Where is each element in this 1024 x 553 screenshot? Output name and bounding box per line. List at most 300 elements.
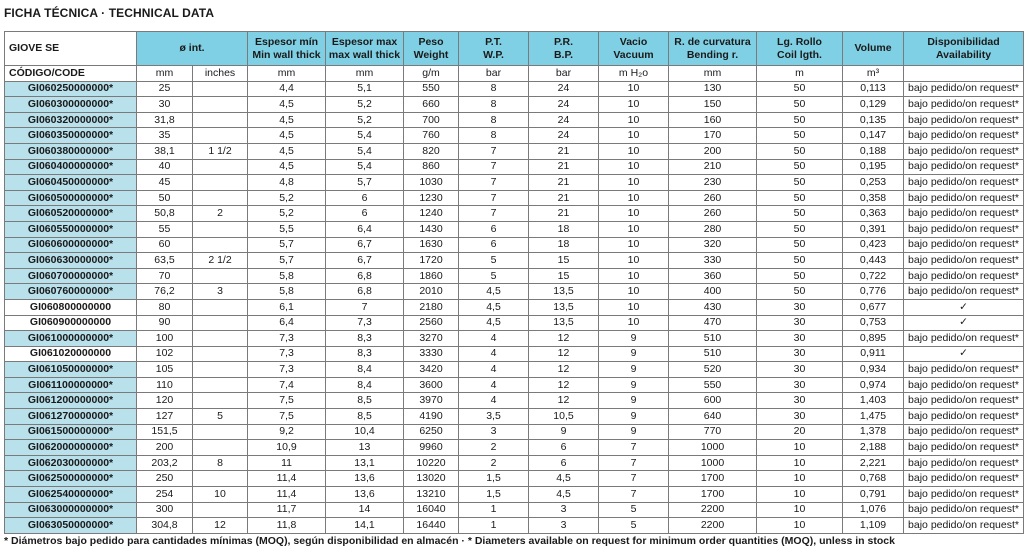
cell-wall-max: 6 [326, 206, 404, 222]
header-product: GIOVE SE [5, 32, 137, 66]
cell-wall-min: 4,5 [248, 143, 326, 159]
cell-vacuum: 9 [599, 409, 669, 425]
cell-burst-pressure: 15 [529, 253, 599, 269]
cell-wall-max: 8,5 [326, 393, 404, 409]
cell-working-pressure: 3,5 [459, 409, 529, 425]
cell-burst-pressure: 24 [529, 112, 599, 128]
cell-vacuum: 5 [599, 518, 669, 534]
cell-inner-diameter-mm: 100 [137, 331, 193, 347]
cell-wall-max: 6 [326, 190, 404, 206]
cell-coil-length: 50 [757, 128, 843, 144]
cell-working-pressure: 4 [459, 331, 529, 347]
cell-inner-diameter-inches [193, 440, 248, 456]
cell-working-pressure: 2 [459, 455, 529, 471]
cell-bending-radius: 2200 [669, 518, 757, 534]
cell-wall-min: 4,5 [248, 159, 326, 175]
cell-inner-diameter-inches [193, 237, 248, 253]
cell-wall-max: 8,4 [326, 377, 404, 393]
cell-availability: bajo pedido/on request* [904, 487, 1024, 503]
cell-vacuum: 9 [599, 393, 669, 409]
cell-wall-max: 7 [326, 299, 404, 315]
cell-working-pressure: 1,5 [459, 487, 529, 503]
cell-availability: bajo pedido/on request* [904, 159, 1024, 175]
table-row [5, 112, 1024, 128]
cell-wall-min: 5,5 [248, 221, 326, 237]
cell-code: GI061000000000* [5, 331, 137, 347]
unit-volume: m³ [843, 66, 904, 82]
cell-code: GI062030000000* [5, 455, 137, 471]
cell-code: GI060550000000* [5, 221, 137, 237]
cell-bending-radius: 1000 [669, 455, 757, 471]
cell-wall-min: 9,2 [248, 424, 326, 440]
cell-volume: 0,129 [843, 97, 904, 113]
header-bending-radius: R. de curvatura Bending r. [669, 32, 757, 66]
cell-inner-diameter-mm: 200 [137, 440, 193, 456]
cell-weight: 1030 [404, 175, 459, 191]
cell-availability: bajo pedido/on request* [904, 518, 1024, 534]
cell-weight: 6250 [404, 424, 459, 440]
cell-inner-diameter-inches [193, 346, 248, 362]
cell-inner-diameter-mm: 254 [137, 487, 193, 503]
cell-bending-radius: 510 [669, 346, 757, 362]
cell-burst-pressure: 13,5 [529, 299, 599, 315]
cell-inner-diameter-inches [193, 393, 248, 409]
cell-inner-diameter-mm: 35 [137, 128, 193, 144]
cell-coil-length: 50 [757, 221, 843, 237]
cell-inner-diameter-mm: 105 [137, 362, 193, 378]
cell-inner-diameter-mm: 55 [137, 221, 193, 237]
cell-burst-pressure: 4,5 [529, 487, 599, 503]
cell-bending-radius: 200 [669, 143, 757, 159]
cell-inner-diameter-inches: 10 [193, 487, 248, 503]
cell-wall-max: 13,1 [326, 455, 404, 471]
cell-working-pressure: 3 [459, 424, 529, 440]
cell-inner-diameter-mm: 151,5 [137, 424, 193, 440]
table-row [5, 253, 1024, 269]
cell-availability: bajo pedido/on request* [904, 440, 1024, 456]
cell-inner-diameter-inches [193, 502, 248, 518]
cell-availability: bajo pedido/on request* [904, 143, 1024, 159]
cell-availability: bajo pedido/on request* [904, 331, 1024, 347]
cell-bending-radius: 170 [669, 128, 757, 144]
cell-bending-radius: 600 [669, 393, 757, 409]
cell-weight: 820 [404, 143, 459, 159]
cell-code: GI061200000000* [5, 393, 137, 409]
cell-burst-pressure: 3 [529, 502, 599, 518]
cell-wall-min: 7,5 [248, 393, 326, 409]
cell-inner-diameter-inches [193, 424, 248, 440]
cell-availability: bajo pedido/on request* [904, 190, 1024, 206]
cell-working-pressure: 7 [459, 206, 529, 222]
table-row [5, 81, 1024, 97]
cell-bending-radius: 640 [669, 409, 757, 425]
cell-vacuum: 7 [599, 455, 669, 471]
cell-code: GI060600000000* [5, 237, 137, 253]
cell-wall-min: 5,8 [248, 284, 326, 300]
cell-vacuum: 10 [599, 175, 669, 191]
cell-wall-max: 10,4 [326, 424, 404, 440]
cell-availability: bajo pedido/on request* [904, 362, 1024, 378]
cell-working-pressure: 4 [459, 362, 529, 378]
cell-wall-max: 14 [326, 502, 404, 518]
cell-vacuum: 10 [599, 81, 669, 97]
cell-wall-min: 4,5 [248, 112, 326, 128]
cell-bending-radius: 770 [669, 424, 757, 440]
cell-weight: 10220 [404, 455, 459, 471]
cell-weight: 4190 [404, 409, 459, 425]
cell-working-pressure: 4 [459, 346, 529, 362]
cell-inner-diameter-inches [193, 471, 248, 487]
cell-vacuum: 9 [599, 377, 669, 393]
cell-working-pressure: 4 [459, 393, 529, 409]
cell-burst-pressure: 3 [529, 518, 599, 534]
cell-vacuum: 9 [599, 346, 669, 362]
cell-weight: 3420 [404, 362, 459, 378]
cell-volume: 0,423 [843, 237, 904, 253]
cell-burst-pressure: 4,5 [529, 471, 599, 487]
cell-vacuum: 10 [599, 112, 669, 128]
cell-coil-length: 30 [757, 393, 843, 409]
cell-coil-length: 30 [757, 299, 843, 315]
cell-working-pressure: 7 [459, 159, 529, 175]
cell-bending-radius: 150 [669, 97, 757, 113]
cell-availability: bajo pedido/on request* [904, 237, 1024, 253]
cell-wall-max: 13,6 [326, 487, 404, 503]
cell-availability: ✓ [904, 346, 1024, 362]
cell-working-pressure: 6 [459, 237, 529, 253]
cell-burst-pressure: 12 [529, 346, 599, 362]
cell-code: GI060800000000 [5, 299, 137, 315]
cell-volume: 1,475 [843, 409, 904, 425]
cell-burst-pressure: 12 [529, 393, 599, 409]
unit-coil: m [757, 66, 843, 82]
cell-availability: bajo pedido/on request* [904, 128, 1024, 144]
cell-bending-radius: 330 [669, 253, 757, 269]
cell-volume: 0,791 [843, 487, 904, 503]
cell-code: GI060380000000* [5, 143, 137, 159]
table-row [5, 237, 1024, 253]
cell-availability: bajo pedido/on request* [904, 253, 1024, 269]
cell-working-pressure: 4 [459, 377, 529, 393]
cell-vacuum: 9 [599, 331, 669, 347]
cell-burst-pressure: 12 [529, 362, 599, 378]
cell-wall-min: 11,4 [248, 471, 326, 487]
cell-bending-radius: 2200 [669, 502, 757, 518]
table-row [5, 268, 1024, 284]
cell-wall-min: 4,5 [248, 97, 326, 113]
cell-wall-min: 11,8 [248, 518, 326, 534]
cell-bending-radius: 1700 [669, 471, 757, 487]
cell-availability: ✓ [904, 299, 1024, 315]
cell-burst-pressure: 24 [529, 81, 599, 97]
cell-working-pressure: 2 [459, 440, 529, 456]
cell-vacuum: 10 [599, 128, 669, 144]
cell-inner-diameter-inches [193, 97, 248, 113]
cell-code: GI060700000000* [5, 268, 137, 284]
cell-working-pressure: 6 [459, 221, 529, 237]
cell-coil-length: 50 [757, 81, 843, 97]
cell-coil-length: 10 [757, 471, 843, 487]
table-row [5, 159, 1024, 175]
cell-wall-max: 7,3 [326, 315, 404, 331]
table-row [5, 221, 1024, 237]
cell-burst-pressure: 15 [529, 268, 599, 284]
cell-wall-min: 4,5 [248, 128, 326, 144]
cell-inner-diameter-inches [193, 159, 248, 175]
cell-volume: 0,113 [843, 81, 904, 97]
cell-inner-diameter-inches: 2 1/2 [193, 253, 248, 269]
cell-wall-min: 10,9 [248, 440, 326, 456]
cell-inner-diameter-inches [193, 221, 248, 237]
cell-availability: bajo pedido/on request* [904, 81, 1024, 97]
cell-availability: bajo pedido/on request* [904, 502, 1024, 518]
cell-weight: 860 [404, 159, 459, 175]
cell-volume: 0,363 [843, 206, 904, 222]
header-row [5, 32, 1024, 66]
units-row [5, 66, 1024, 82]
unit-code: CÓDIGO/CODE [5, 66, 137, 82]
cell-weight: 16040 [404, 502, 459, 518]
cell-coil-length: 20 [757, 424, 843, 440]
cell-coil-length: 50 [757, 237, 843, 253]
table-row [5, 143, 1024, 159]
cell-burst-pressure: 6 [529, 455, 599, 471]
cell-inner-diameter-mm: 38,1 [137, 143, 193, 159]
cell-inner-diameter-mm: 45 [137, 175, 193, 191]
unit-mm: mm [137, 66, 193, 82]
cell-volume: 0,443 [843, 253, 904, 269]
header-burst-pressure: P.R. B.P. [529, 32, 599, 66]
cell-wall-max: 13 [326, 440, 404, 456]
cell-code: GI060760000000* [5, 284, 137, 300]
cell-burst-pressure: 24 [529, 97, 599, 113]
cell-coil-length: 30 [757, 346, 843, 362]
cell-bending-radius: 260 [669, 206, 757, 222]
cell-bending-radius: 210 [669, 159, 757, 175]
cell-wall-min: 7,4 [248, 377, 326, 393]
cell-wall-max: 8,5 [326, 409, 404, 425]
cell-inner-diameter-mm: 50 [137, 190, 193, 206]
cell-bending-radius: 230 [669, 175, 757, 191]
cell-code: GI063000000000* [5, 502, 137, 518]
cell-weight: 2560 [404, 315, 459, 331]
cell-inner-diameter-mm: 25 [137, 81, 193, 97]
table-row [5, 206, 1024, 222]
cell-bending-radius: 550 [669, 377, 757, 393]
cell-wall-max: 5,4 [326, 143, 404, 159]
cell-wall-min: 5,7 [248, 237, 326, 253]
cell-inner-diameter-mm: 203,2 [137, 455, 193, 471]
cell-code: GI060350000000* [5, 128, 137, 144]
cell-wall-max: 5,1 [326, 81, 404, 97]
cell-bending-radius: 260 [669, 190, 757, 206]
header-wall-min: Espesor mín Min wall thick [248, 32, 326, 66]
cell-inner-diameter-inches [193, 128, 248, 144]
cell-volume: 1,076 [843, 502, 904, 518]
cell-inner-diameter-mm: 30 [137, 97, 193, 113]
cell-vacuum: 10 [599, 143, 669, 159]
cell-code: GI060300000000* [5, 97, 137, 113]
cell-availability: bajo pedido/on request* [904, 471, 1024, 487]
cell-vacuum: 10 [599, 315, 669, 331]
cell-inner-diameter-mm: 60 [137, 237, 193, 253]
cell-vacuum: 10 [599, 206, 669, 222]
cell-wall-max: 5,2 [326, 112, 404, 128]
cell-availability: bajo pedido/on request* [904, 424, 1024, 440]
cell-coil-length: 50 [757, 206, 843, 222]
cell-wall-min: 7,3 [248, 362, 326, 378]
header-availability: Disponibilidad Availability [904, 32, 1024, 66]
cell-volume: 0,135 [843, 112, 904, 128]
unit-wp: bar [459, 66, 529, 82]
cell-vacuum: 10 [599, 299, 669, 315]
cell-availability: bajo pedido/on request* [904, 409, 1024, 425]
cell-burst-pressure: 21 [529, 175, 599, 191]
cell-availability: bajo pedido/on request* [904, 112, 1024, 128]
table-row [5, 190, 1024, 206]
cell-code: GI062540000000* [5, 487, 137, 503]
cell-wall-max: 8,4 [326, 362, 404, 378]
cell-wall-min: 4,8 [248, 175, 326, 191]
cell-volume: 0,253 [843, 175, 904, 191]
cell-code: GI062000000000* [5, 440, 137, 456]
cell-inner-diameter-mm: 300 [137, 502, 193, 518]
cell-burst-pressure: 21 [529, 143, 599, 159]
cell-wall-min: 11 [248, 455, 326, 471]
cell-inner-diameter-inches: 2 [193, 206, 248, 222]
cell-vacuum: 9 [599, 424, 669, 440]
cell-weight: 3600 [404, 377, 459, 393]
cell-vacuum: 5 [599, 502, 669, 518]
cell-availability: bajo pedido/on request* [904, 175, 1024, 191]
cell-coil-length: 50 [757, 253, 843, 269]
cell-bending-radius: 470 [669, 315, 757, 331]
cell-volume: 0,722 [843, 268, 904, 284]
cell-vacuum: 10 [599, 268, 669, 284]
cell-working-pressure: 7 [459, 143, 529, 159]
cell-inner-diameter-inches [193, 315, 248, 331]
cell-wall-max: 5,2 [326, 97, 404, 113]
cell-inner-diameter-mm: 50,8 [137, 206, 193, 222]
cell-bending-radius: 280 [669, 221, 757, 237]
cell-volume: 0,147 [843, 128, 904, 144]
cell-volume: 0,391 [843, 221, 904, 237]
cell-burst-pressure: 13,5 [529, 284, 599, 300]
cell-inner-diameter-mm: 250 [137, 471, 193, 487]
cell-working-pressure: 1 [459, 502, 529, 518]
cell-availability: bajo pedido/on request* [904, 377, 1024, 393]
cell-volume: 1,109 [843, 518, 904, 534]
cell-volume: 1,378 [843, 424, 904, 440]
cell-burst-pressure: 24 [529, 128, 599, 144]
table-row [5, 299, 1024, 315]
cell-code: GI060400000000* [5, 159, 137, 175]
cell-weight: 13020 [404, 471, 459, 487]
table-row [5, 362, 1024, 378]
unit-wall-max: mm [326, 66, 404, 82]
cell-bending-radius: 510 [669, 331, 757, 347]
table-row [5, 440, 1024, 456]
cell-volume: 0,768 [843, 471, 904, 487]
cell-wall-min: 7,3 [248, 331, 326, 347]
cell-code: GI061500000000* [5, 424, 137, 440]
cell-inner-diameter-mm: 90 [137, 315, 193, 331]
cell-wall-max: 14,1 [326, 518, 404, 534]
cell-volume: 0,776 [843, 284, 904, 300]
cell-inner-diameter-inches: 3 [193, 284, 248, 300]
cell-inner-diameter-inches [193, 299, 248, 315]
table-row [5, 518, 1024, 534]
cell-inner-diameter-mm: 80 [137, 299, 193, 315]
cell-inner-diameter-inches [193, 331, 248, 347]
cell-coil-length: 30 [757, 409, 843, 425]
footnote: * Diámetros bajo pedido para cantidades mínimas (MOQ), según disponibilidad en almacén · * Diameters available on request for minimum order quantities (MOQ), unless in stock [4, 535, 895, 547]
cell-burst-pressure: 21 [529, 206, 599, 222]
cell-working-pressure: 4,5 [459, 315, 529, 331]
technical-data-table [4, 31, 1024, 534]
cell-weight: 700 [404, 112, 459, 128]
cell-working-pressure: 1,5 [459, 471, 529, 487]
cell-inner-diameter-mm: 110 [137, 377, 193, 393]
cell-availability: bajo pedido/on request* [904, 206, 1024, 222]
header-working-pressure: P.T. W.P. [459, 32, 529, 66]
cell-wall-min: 4,4 [248, 81, 326, 97]
cell-bending-radius: 360 [669, 268, 757, 284]
table-row [5, 128, 1024, 144]
cell-vacuum: 10 [599, 159, 669, 175]
cell-vacuum: 10 [599, 190, 669, 206]
cell-burst-pressure: 12 [529, 331, 599, 347]
cell-availability: bajo pedido/on request* [904, 268, 1024, 284]
cell-coil-length: 50 [757, 159, 843, 175]
cell-bending-radius: 320 [669, 237, 757, 253]
cell-weight: 1720 [404, 253, 459, 269]
cell-wall-min: 11,4 [248, 487, 326, 503]
cell-weight: 1630 [404, 237, 459, 253]
cell-code: GI061050000000* [5, 362, 137, 378]
cell-volume: 0,895 [843, 331, 904, 347]
cell-volume: 2,221 [843, 455, 904, 471]
cell-wall-max: 5,4 [326, 159, 404, 175]
cell-code: GI063050000000* [5, 518, 137, 534]
cell-burst-pressure: 21 [529, 190, 599, 206]
cell-weight: 1240 [404, 206, 459, 222]
cell-wall-min: 11,7 [248, 502, 326, 518]
cell-weight: 9960 [404, 440, 459, 456]
cell-weight: 550 [404, 81, 459, 97]
cell-volume: 2,188 [843, 440, 904, 456]
cell-wall-max: 13,6 [326, 471, 404, 487]
cell-coil-length: 50 [757, 175, 843, 191]
table-row [5, 409, 1024, 425]
cell-burst-pressure: 6 [529, 440, 599, 456]
cell-bending-radius: 400 [669, 284, 757, 300]
table-row [5, 502, 1024, 518]
cell-wall-max: 8,3 [326, 346, 404, 362]
cell-inner-diameter-inches: 1 1/2 [193, 143, 248, 159]
cell-volume: 0,974 [843, 377, 904, 393]
table-row [5, 455, 1024, 471]
cell-code: GI061020000000 [5, 346, 137, 362]
cell-volume: 1,403 [843, 393, 904, 409]
cell-coil-length: 10 [757, 440, 843, 456]
cell-wall-min: 7,3 [248, 346, 326, 362]
unit-bp: bar [529, 66, 599, 82]
cell-coil-length: 50 [757, 97, 843, 113]
cell-weight: 16440 [404, 518, 459, 534]
cell-code: GI062500000000* [5, 471, 137, 487]
unit-inches: inches [193, 66, 248, 82]
